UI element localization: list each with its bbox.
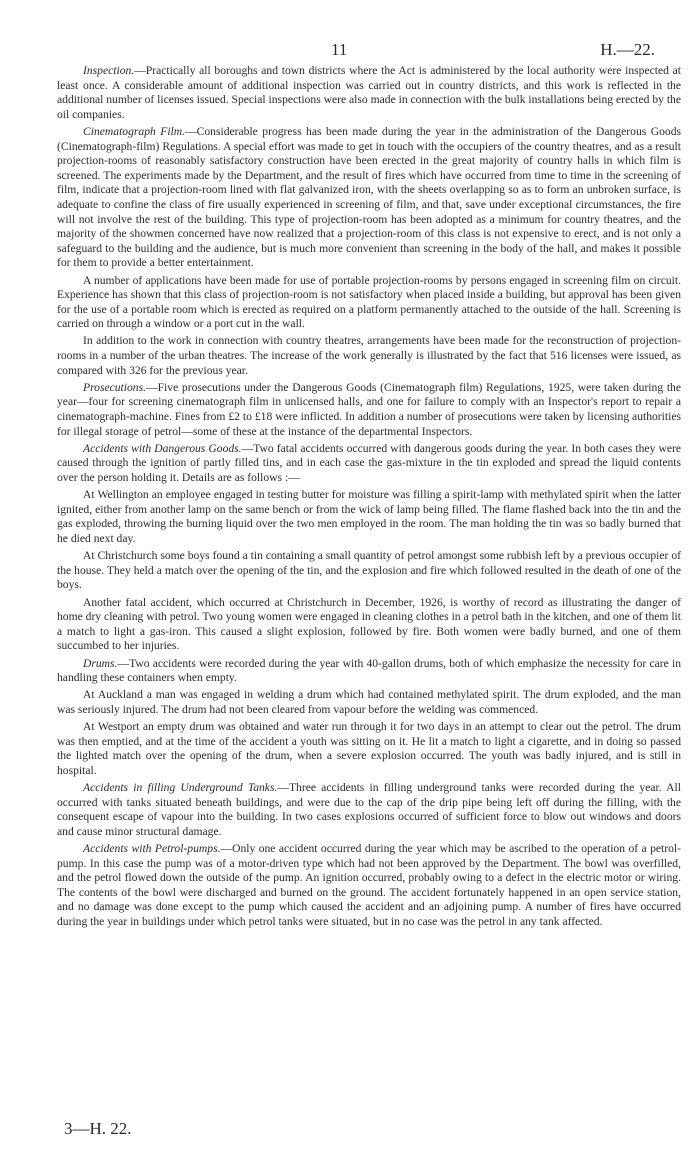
- paragraph-accidents-dangerous-goods: [57, 442, 681, 486]
- paragraph-wellington: [57, 488, 681, 546]
- document-reference: H.—22.: [600, 40, 655, 59]
- paragraph-text: —Five prosecutions under the Dangerous Goods (Cinematograph film) Regulations, 1925, were taken during the year—four for screening cinematograph film in unlicensed halls, and one for failure to comply with an Inspector's report to repair a cinematograph-machine. Fines from £2 to £18 were inflicted. In addition a number of prosecutions were taken by licensing authorities for illegal storage of petrol—some of these at the instance of the departmental Inspectors.: [57, 380, 681, 438]
- paragraph-text: —Two accidents were recorded during the year with 40-gallon drums, both of which emphasize the necessity for care in handling these containers when empty.: [57, 656, 681, 685]
- paragraph-text: A number of applications have been made for use of portable projection-rooms by persons engaged in screening film on circuit. Experience has shown that this class of projection-room is not satisfactory when placed inside a building, but approval has been given for the use of a portable room which is erected as required on a platform permanently attached to the outside of the hall. Screening is carried on through a window or a port cut in the wall.: [57, 273, 681, 331]
- paragraph-heading: Inspection.: [83, 64, 135, 77]
- paragraph-heading: Accidents in filling Underground Tanks.: [83, 781, 278, 795]
- paragraph-text: At Westport an empty drum was obtained and water run through it for two days in an attempt to clear out the petrol. The drum was then emptied, and at the time of the accident a youth was sitting on it. He lit a match to light a cigarette, and in doing so passed the lighted match over the opening of the drum, when a severe explosion occurred. The youth was badly injured, and is still in hospital.: [57, 720, 681, 777]
- paragraph-text: —Practically all boroughs and town districts where the Act is administered by the local authority were inspected at least once. A considerable amount of additional inspection was carried out in country districts, and this work is reflected in the additional number of licenses issued. Special inspections were also made in connection with the bulk installations being erected by the oil companies.: [57, 64, 681, 121]
- paragraph-christchurch-boys: [57, 549, 681, 593]
- page-header: [0, 40, 700, 62]
- paragraph-heading: Cinematograph Film.: [83, 124, 186, 138]
- paragraph-underground-tanks: [57, 781, 681, 839]
- paragraph-portable-rooms: [57, 274, 681, 332]
- paragraph-heading: Prosecutions.: [83, 380, 147, 394]
- paragraph-prosecutions: [57, 381, 681, 439]
- paragraph-inspection: [57, 64, 681, 122]
- paragraph-christchurch-dry-cleaning: [57, 596, 681, 654]
- paragraph-text: Another fatal accident, which occurred at Christchurch in December, 1926, is worthy of record as illustrating the danger of home dry cleaning with petrol. Two young women were engaged in cleaning clothes in a petrol bath in the kitchen, and one of them lit a match to light a gas-iron. This caused a slight explosion, followed by fire. Both women were badly burned, and one of them succumbed to her injuries.: [57, 595, 681, 653]
- footer-reference: 3—H. 22.: [64, 1119, 132, 1138]
- paragraph-heading: Accidents with Dangerous Goods.: [83, 441, 242, 455]
- paragraph-text: At Wellington an employee engaged in testing butter for moisture was filling a spirit-lamp with methylated spirit when the latter ignited, either from another lamp on the same bench or from the wick of lamp being filled. The flame flashed back into the tin and the gas exploded, throwing the burning liquid over the two men employed in the room. The man holding the tin was so badly burned that he died next day.: [57, 488, 681, 545]
- page-number: 11: [331, 40, 348, 59]
- paragraph-cinematograph-film: [57, 125, 681, 271]
- paragraph-urban-theatres: [57, 334, 681, 378]
- paragraph-text: At Auckland a man was engaged in welding a drum which had contained methylated spirit. The drum exploded, and the man was seriously injured. The drum had not been cleared from vapour before the welding was commenced.: [57, 688, 681, 716]
- paragraph-text: —Considerable progress has been made during the year in the administration of the Dangerous Goods (Cinematograph-film) Regulations. A special effort was made to get in touch with the occupiers of the country theatres, and as a result projection-rooms of reasonably satisfactory construction have been erected in the great majority of country halls in which film is screened. The experiments made by the Department, and the result of fires which have occurred from time to time in the screening of film, indicate that a projection-room lined with flat galvanized iron, with the sheets overlapping so as to form an unbroken surface, is adequate to confine the class of fire usually experienced in screening of film, and that, save under exceptional circumstances, the fire will not involve the rest of the building. This type of projection-room has been adopted as a minimum for country theatres, and the majority of the showmen concerned have now realized that a projection-room of this class is not expensive to erect, and is not only a safeguard to the building and the audience, but is much more convenient than screening in the body of the hall, and makes it possible for them to provide a better entertainment.: [57, 124, 682, 270]
- paragraph-westport: [57, 720, 681, 778]
- paragraph-text: —Only one accident occurred during the year which may be ascribed to the operation of a petrol-pump. In this case the pump was of a motor-driven type which had not been approved by the Department. The bowl was overfilled, and the petrol flowed down the outside of the pump. An ignition occurred, probably owing to a defect in the electric motor or wiring. The contents of the bowl were discharged and burned on the ground. The accident fortunately happened in an open service station, and no damage was done except to the pump which caused the accident and an adjoining pump. A number of fires have occurred during the year in buildings under which petrol tanks were situated, but in no case was the petrol in any tank affected.: [57, 842, 682, 928]
- paragraph-heading: Accidents with Petrol-pumps.: [83, 842, 221, 855]
- paragraph-heading: Drums.: [83, 656, 118, 670]
- paragraph-auckland: [57, 688, 681, 717]
- paragraph-drums: [57, 657, 681, 686]
- page-body: [57, 64, 681, 930]
- paragraph-text: —Three accidents in filling underground tanks were recorded during the year. All occurred with tanks situated beneath buildings, and were due to the cap of the drip pipe being left off during the filling, with the consequent escape of vapour into the building. In two cases explosions occurred of sufficient force to blow out windows and doors and cause minor structural damage.: [57, 781, 681, 838]
- paragraph-petrol-pumps: [57, 842, 681, 930]
- paragraph-text: —Two fatal accidents occurred with dangerous goods during the year. In both cases they were caused through the ignition of partly filled tins, and in each case the gas-mixture in the tin exploded and spread the liquid contents over the person holding it. Details are as follows :—: [57, 441, 681, 484]
- paragraph-text: In addition to the work in connection with country theatres, arrangements have been made for the reconstruction of projection-rooms in a number of the urban theatres. The increase of the work generally is illustrated by the fact that 516 licenses were issued, as compared with 326 for the previous year.: [57, 334, 681, 377]
- paragraph-text: At Christchurch some boys found a tin containing a small quantity of petrol amongst some rubbish left by a previous occupier of the house. They held a match over the opening of the tin, and the explosion and fire which followed resulted in the death of one of the boys.: [57, 549, 681, 592]
